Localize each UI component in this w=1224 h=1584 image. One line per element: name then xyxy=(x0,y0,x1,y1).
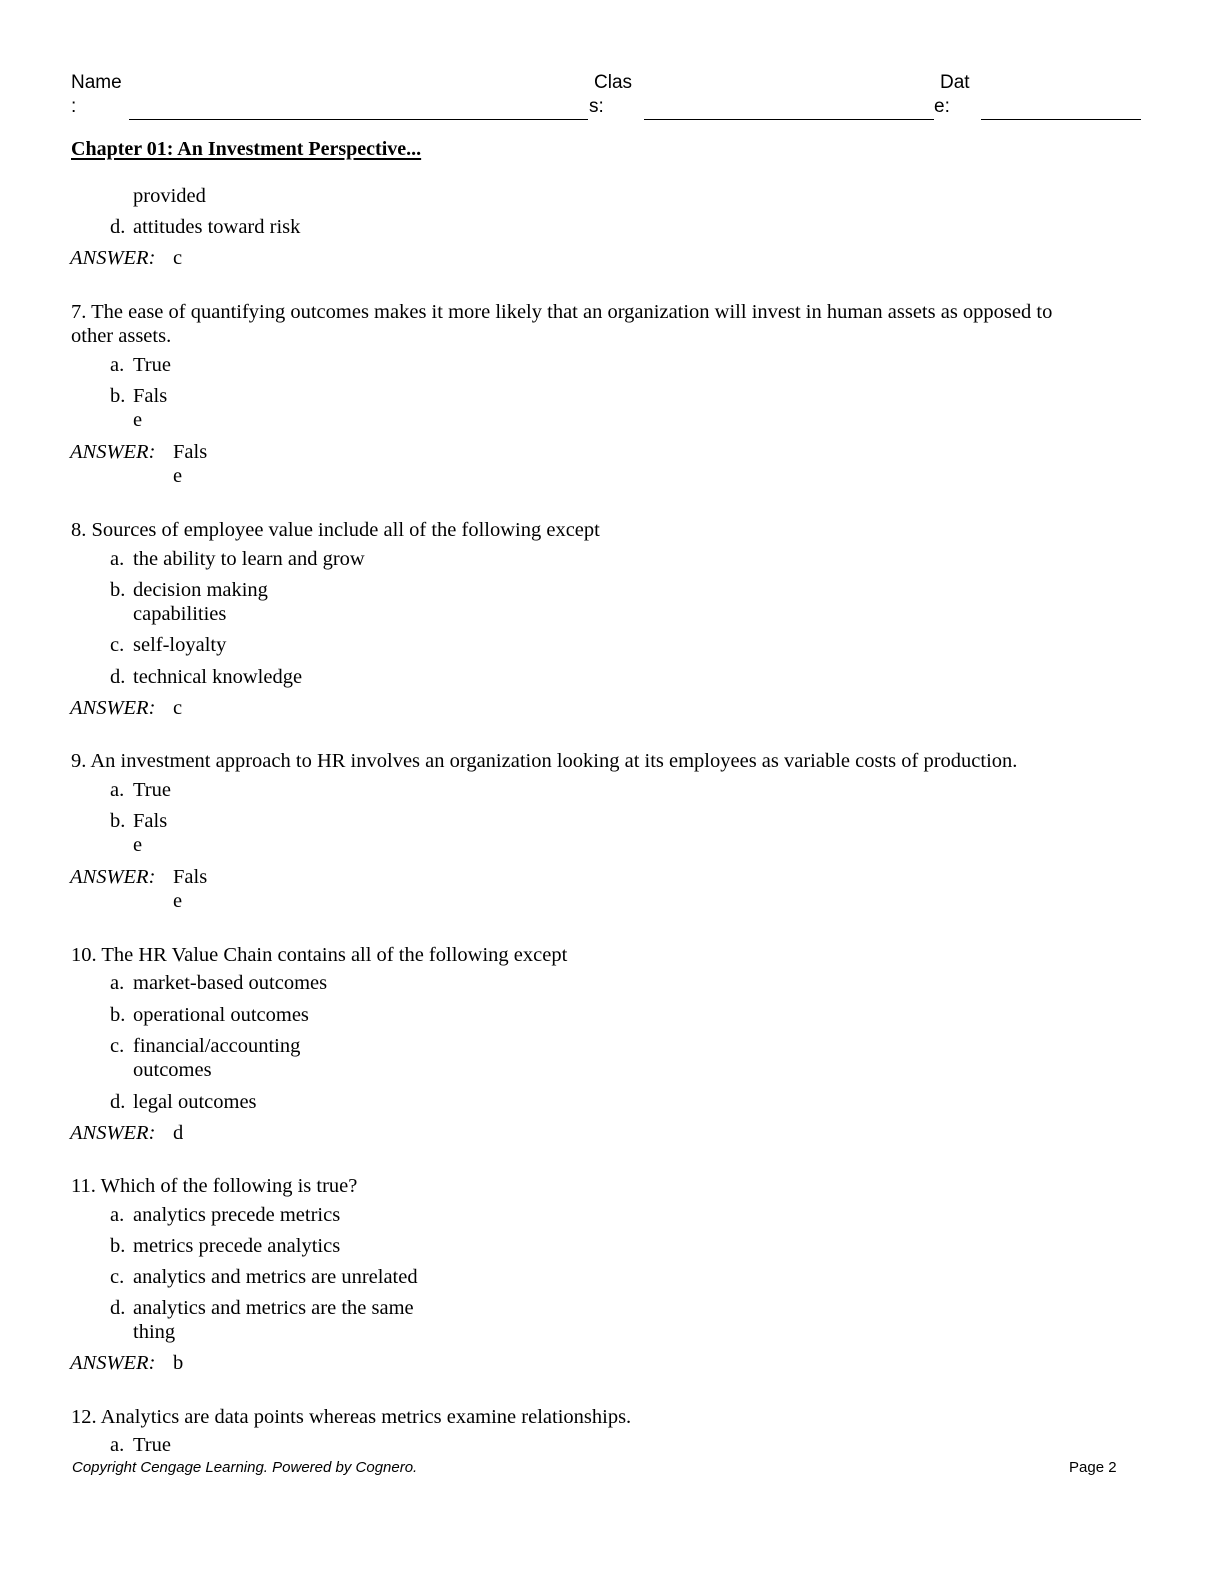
date-colon: e: xyxy=(934,96,950,117)
q12-text: 12. Analytics are data points whereas metrics examine relationships. xyxy=(71,1406,632,1428)
q10-option-a: a. market-based outcomes xyxy=(110,972,328,994)
q9-answer: ANSWER: Fals e xyxy=(70,866,208,912)
q11-text: 11. Which of the following is true? xyxy=(71,1175,358,1197)
q11-option-c: c. analytics and metrics are unrelated xyxy=(110,1266,418,1288)
footer-copyright: Copyright Cengage Learning. Powered by Cognero. xyxy=(72,1459,418,1476)
class-colon: s: xyxy=(589,96,604,117)
chapter-title: Chapter 01: An Investment Perspective... xyxy=(71,138,422,160)
date-field-line[interactable] xyxy=(981,119,1141,120)
prev-option-d: d. attitudes toward risk xyxy=(110,216,301,238)
q8-answer: ANSWER: c xyxy=(70,697,183,719)
q9-option-b: b. Fals e xyxy=(110,810,168,856)
footer-page-number: Page 2 xyxy=(1069,1459,1117,1476)
name-colon: : xyxy=(71,96,77,117)
q10-answer: ANSWER: d xyxy=(70,1122,184,1144)
q7-option-a: a. True xyxy=(110,354,171,376)
prev-option-c-continuation: provided xyxy=(133,185,206,207)
class-label: Clas xyxy=(594,72,633,93)
q7-text-line1: 7. The ease of quantifying outcomes makes it more likely that an organization will invest in human assets as opposed to xyxy=(71,301,1053,323)
q11-option-d: d. analytics and metrics are the same thing xyxy=(110,1297,414,1343)
q10-text: 10. The HR Value Chain contains all of the following except xyxy=(71,944,568,966)
q8-option-c: c. self-loyalty xyxy=(110,634,227,656)
q7-option-b: b. Fals e xyxy=(110,385,168,431)
q8-text: 8. Sources of employee value include all of the following except xyxy=(71,519,600,541)
q12-option-a: a. True xyxy=(110,1434,171,1456)
q10-option-c: c. financial/accounting outcomes xyxy=(110,1035,301,1081)
date-label: Dat xyxy=(940,72,970,93)
q8-option-d: d. technical knowledge xyxy=(110,666,303,688)
q10-option-d: d. legal outcomes xyxy=(110,1091,257,1113)
q11-option-b: b. metrics precede analytics xyxy=(110,1235,341,1257)
q8-option-a: a. the ability to learn and grow xyxy=(110,548,365,570)
q7-answer: ANSWER: Fals e xyxy=(70,441,208,487)
class-field-line[interactable] xyxy=(644,119,934,120)
q11-answer: ANSWER: b xyxy=(70,1352,184,1374)
q8-option-b: b. decision making capabilities xyxy=(110,579,268,625)
q11-option-a: a. analytics precede metrics xyxy=(110,1204,341,1226)
q9-option-a: a. True xyxy=(110,779,171,801)
q7-text-line2: other assets. xyxy=(71,325,172,347)
q9-text: 9. An investment approach to HR involves an organization looking at its employees as variable costs of production. xyxy=(71,750,1018,772)
name-label: Name xyxy=(71,72,122,93)
name-field-line[interactable] xyxy=(129,119,588,120)
prev-answer: ANSWER: c xyxy=(70,247,183,269)
q10-option-b: b. operational outcomes xyxy=(110,1004,309,1026)
